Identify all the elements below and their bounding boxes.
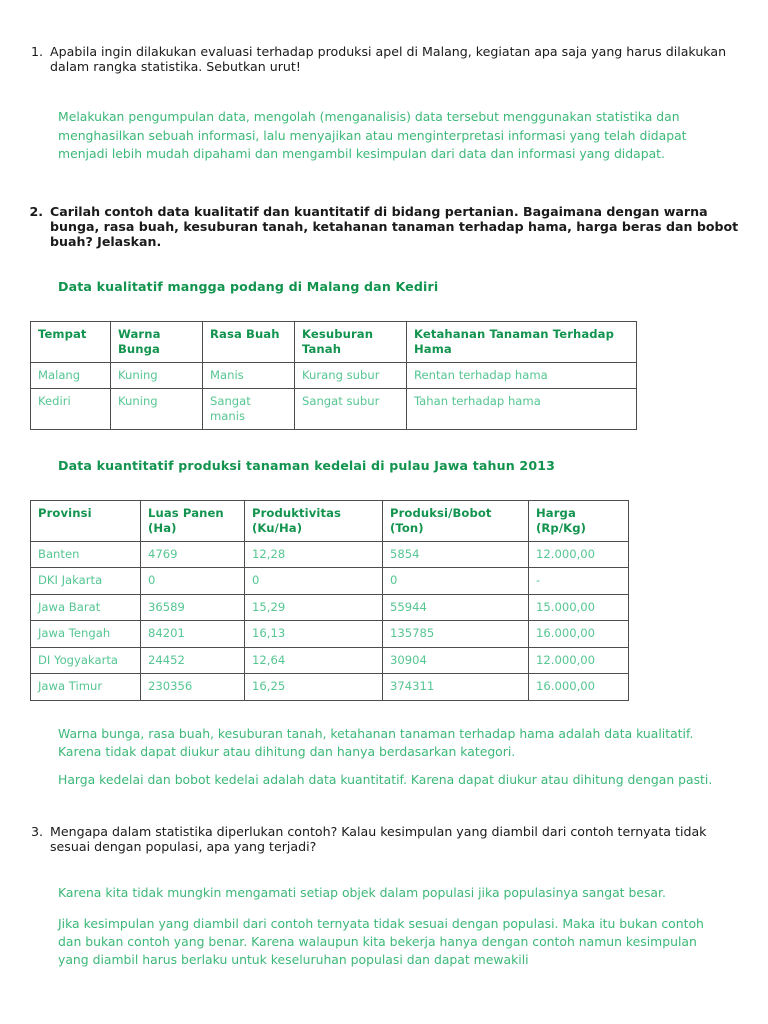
cell-provinsi: Banten <box>31 542 141 568</box>
spacer <box>28 790 740 824</box>
answer-2-quantitative: Harga kedelai dan bobot kedelai adalah data kuantitatif. Karena dapat diukur atau dihitung dengan pasti. <box>58 772 713 788</box>
question-2-text: Carilah contoh data kualitatif dan kuantitatif di bidang pertanian. Bagaimana dengan warna bunga, rasa buah, kesuburan tanah, ketahanan tanaman terhadap hama, harga beras dan bobot buah? Jelaskan. <box>50 203 739 250</box>
cell-produksi-bobot: 374311 <box>383 674 529 700</box>
cell-tempat: Malang <box>31 363 111 389</box>
answer-3-paragraph-2: Jika kesimpulan yang diambil dari contoh ternyata tidak sesuai dengan populasi. Maka itu bukan contoh dan bukan contoh yang benar. Karena walaupun kita bekerja hanya dengan contoh namun kesimpulan yang diambil harus berlaku untuk keseluruhan populasi dan dapat mewakili <box>58 915 704 968</box>
cell-harga: - <box>529 568 629 594</box>
spacer <box>28 701 740 725</box>
cell-kesuburan-tanah: Sangat subur <box>295 389 407 430</box>
table-row <box>31 542 629 568</box>
col-header-kesuburan-tanah: Kesuburan Tanah <box>295 322 407 363</box>
col-header-ketahanan-hama: Ketahanan Tanaman Terhadap Hama <box>407 322 637 363</box>
cell-provinsi: DKI Jakarta <box>31 568 141 594</box>
cell-provinsi: Jawa Timur <box>31 674 141 700</box>
col-header-produktivitas: Produktivitas (Ku/Ha) <box>245 501 383 542</box>
spacer <box>28 164 740 204</box>
spacer <box>28 430 740 458</box>
cell-luas-panen: 24452 <box>141 647 245 673</box>
table-quantitative-body <box>31 542 629 700</box>
spacer <box>28 761 740 771</box>
cell-warna-bunga: Kuning <box>111 363 203 389</box>
cell-luas-panen: 0 <box>141 568 245 594</box>
cell-luas-panen: 84201 <box>141 621 245 647</box>
question-1 <box>28 44 740 74</box>
spacer <box>28 854 740 884</box>
spacer <box>28 903 740 915</box>
question-2 <box>28 204 740 250</box>
cell-produksi-bobot: 5854 <box>383 542 529 568</box>
cell-produksi-bobot: 30904 <box>383 647 529 673</box>
col-header-luas-panen: Luas Panen (Ha) <box>141 501 245 542</box>
col-header-tempat: Tempat <box>31 322 111 363</box>
table-row <box>31 363 637 389</box>
question-1-number: 1. <box>30 44 43 59</box>
cell-produktivitas: 16,13 <box>245 621 383 647</box>
cell-luas-panen: 4769 <box>141 542 245 568</box>
answer-1: Melakukan pengumpulan data, mengolah (menganalisis) data tersebut menggunakan statistika dan menghasilkan sebuah informasi, lalu menyajikan atau menginterpretasi informasi yang telah didapat menjadi lebih mudah dipahami dan mengambil kesimpulan dari data dan informasi yang didapat. <box>58 109 687 162</box>
table-row <box>31 621 629 647</box>
cell-produktivitas: 16,25 <box>245 674 383 700</box>
cell-provinsi: Jawa Tengah <box>31 621 141 647</box>
spacer <box>28 295 740 321</box>
answer-3-paragraph-1: Karena kita tidak mungkin mengamati setiap objek dalam populasi jika populasinya sangat besar. <box>58 885 666 901</box>
qualitative-table-wrapper <box>30 321 740 430</box>
cell-produktivitas: 12,28 <box>245 542 383 568</box>
cell-produksi-bobot: 55944 <box>383 594 529 620</box>
cell-kesuburan-tanah: Kurang subur <box>295 363 407 389</box>
cell-ketahanan-hama: Rentan terhadap hama <box>407 363 637 389</box>
cell-produksi-bobot: 0 <box>383 568 529 594</box>
cell-produktivitas: 0 <box>245 568 383 594</box>
col-header-provinsi: Provinsi <box>31 501 141 542</box>
table-qualitative-body <box>31 363 637 430</box>
cell-rasa-buah: Manis <box>203 363 295 389</box>
cell-provinsi: Jawa Barat <box>31 594 141 620</box>
cell-harga: 12.000,00 <box>529 542 629 568</box>
table-row <box>31 389 637 430</box>
cell-harga: 16.000,00 <box>529 621 629 647</box>
cell-rasa-buah: Sangat manis <box>203 389 295 430</box>
cell-provinsi: DI Yogyakarta <box>31 647 141 673</box>
question-3-text: Mengapa dalam statistika diperlukan contoh? Kalau kesimpulan yang diambil dari contoh ternyata tidak sesuai dengan populasi, apa yang terjadi? <box>50 823 707 854</box>
table-quantitative <box>30 500 629 700</box>
col-header-produksi-bobot: Produksi/Bobot (Ton) <box>383 501 529 542</box>
col-header-rasa-buah: Rasa Buah <box>203 322 295 363</box>
heading-quantitative-table: Data kuantitatif produksi tanaman kedelai di pulau Jawa tahun 2013 <box>58 458 556 474</box>
cell-warna-bunga: Kuning <box>111 389 203 430</box>
table-row <box>31 674 629 700</box>
cell-produktivitas: 12,64 <box>245 647 383 673</box>
cell-produktivitas: 15,29 <box>245 594 383 620</box>
question-1-text: Apabila ingin dilakukan evaluasi terhadap produksi apel di Malang, kegiatan apa saja yang harus dilakukan dalam rangka statistika. Sebutkan urut! <box>50 44 727 75</box>
quantitative-table-wrapper <box>30 500 740 700</box>
question-3 <box>28 824 740 854</box>
heading-qualitative-table: Data kualitatif mangga podang di Malang dan Kediri <box>58 279 439 295</box>
table-row <box>31 647 629 673</box>
cell-ketahanan-hama: Tahan terhadap hama <box>407 389 637 430</box>
spacer <box>28 474 740 500</box>
table-header-row <box>31 501 629 542</box>
table-row <box>31 594 629 620</box>
table-qualitative <box>30 321 637 430</box>
table-row <box>31 568 629 594</box>
cell-harga: 12.000,00 <box>529 647 629 673</box>
cell-harga: 15.000,00 <box>529 594 629 620</box>
question-3-number: 3. <box>30 823 43 839</box>
cell-luas-panen: 36589 <box>141 594 245 620</box>
cell-tempat: Kediri <box>31 389 111 430</box>
question-2-number: 2. <box>29 203 43 219</box>
col-header-harga: Harga (Rp/Kg) <box>529 501 629 542</box>
cell-produksi-bobot: 135785 <box>383 621 529 647</box>
col-header-warna-bunga: Warna Bunga <box>111 322 203 363</box>
table-qualitative-head <box>31 322 637 363</box>
cell-luas-panen: 230356 <box>141 674 245 700</box>
answer-2-qualitative: Warna bunga, rasa buah, kesuburan tanah, ketahanan tanaman terhadap hama adalah data kualitatif. Karena tidak dapat diukur atau dihitung dan hanya berdasarkan kategori. <box>58 725 694 759</box>
cell-harga: 16.000,00 <box>529 674 629 700</box>
table-quantitative-head <box>31 501 629 542</box>
spacer <box>28 74 740 108</box>
spacer <box>28 249 740 279</box>
table-header-row <box>31 322 637 363</box>
